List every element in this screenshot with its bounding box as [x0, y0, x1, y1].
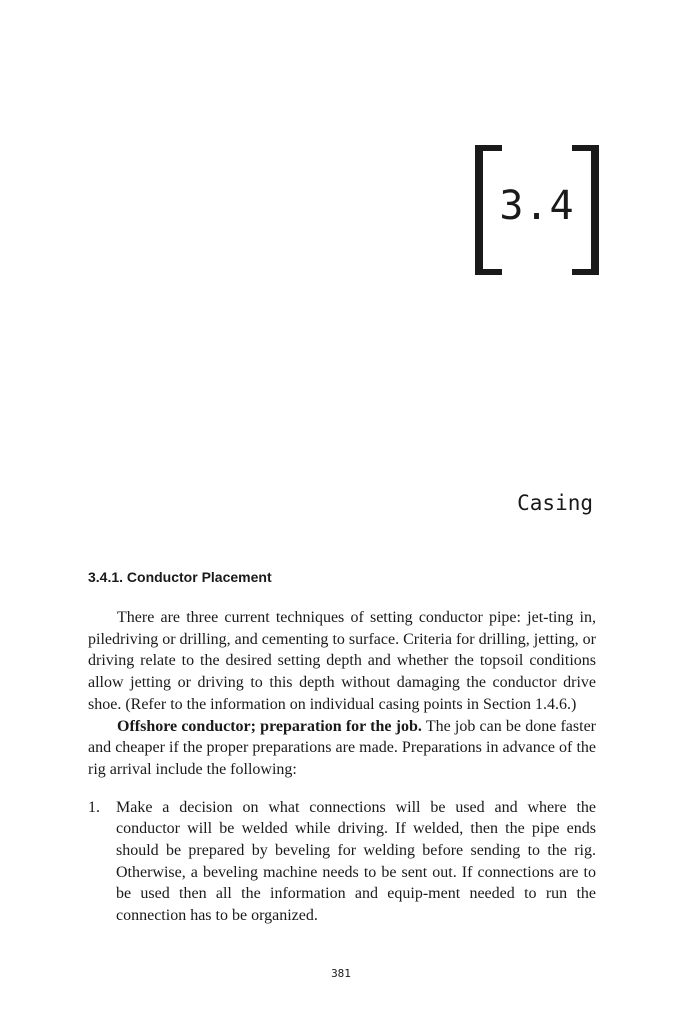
paragraph-lead: Offshore conductor; preparation for the job.: [117, 717, 422, 735]
list-marker: 1.: [88, 798, 100, 816]
chapter-number-box: [474, 145, 600, 275]
paragraph-text: The job can be done faster and cheaper if the proper preparations are made. Preparations in advance of the rig arrival include the following:: [88, 717, 597, 778]
numbered-list: [88, 797, 596, 927]
paragraph-text: There are three current techniques of setting conductor pipe: jet-ting in, piledriving or drilling, and cementing to surface. Criteria for drilling, jetting, or driving relate to the desired setting depth and whether the topsoil conditions allow jetting or driving to this depth without damaging the conductor drive shoe. (Refer to the information on individual casing points in Section 1.4.6.): [88, 609, 596, 713]
list-item-text: Make a decision on what connections will be used and where the conductor will be welded while driving. If welded, then the pipe ends should be prepared by beveling for welding before sending to the rig. Otherwise, a beveling machine needs to be sent out. If connections are to be used then all the information and equip-ment needed to run the connection has to be organized.: [116, 798, 596, 925]
chapter-title: Casing: [517, 491, 593, 515]
list-item: [88, 797, 596, 927]
paragraph: [88, 716, 596, 781]
body-text: [88, 607, 596, 927]
paragraph: [88, 607, 596, 716]
section-heading: 3.4.1. Conductor Placement: [88, 569, 272, 585]
chapter-number: 3.4: [499, 183, 575, 229]
page-number: 381: [331, 967, 351, 980]
